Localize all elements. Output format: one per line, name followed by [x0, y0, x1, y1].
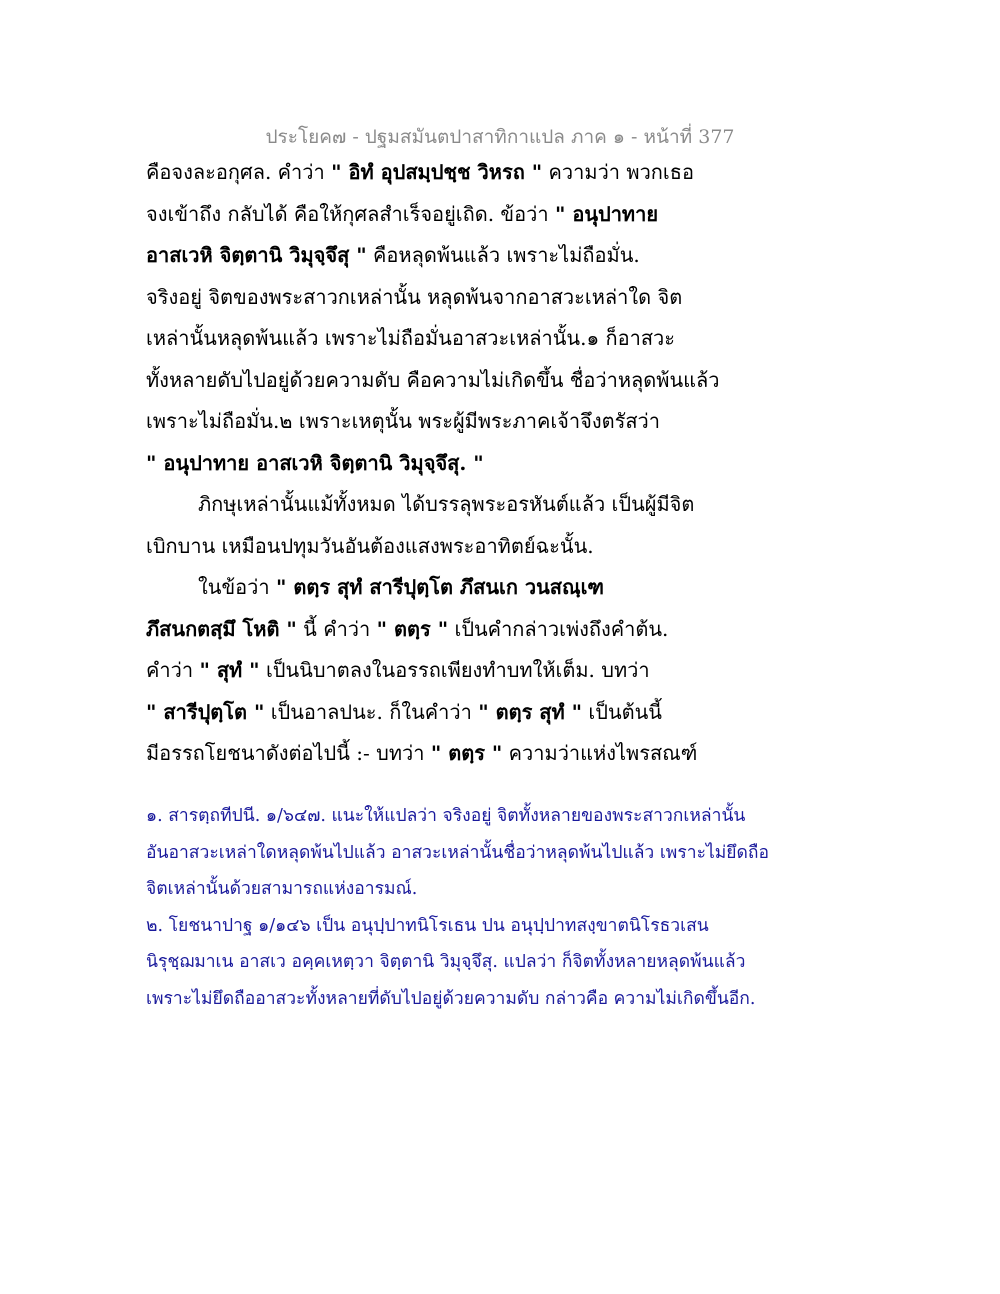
text-run: เป็นคำกล่าวเพ่งถึงคำต้น. — [448, 616, 669, 641]
pali-quote: " สารีปุตฺโต " — [146, 699, 265, 724]
body-line — [146, 733, 766, 775]
text-run: จงเข้าถึง กลับได้ คือให้กุศลสำเร็จอยู่เถิด. ข้อว่า — [146, 201, 555, 226]
footnotes — [146, 798, 786, 1017]
text-run: คือจงละอกุศล. คำว่า — [146, 160, 332, 184]
text-run: เป็นต้นนี้ — [582, 699, 662, 724]
text-run: ความว่า พวกเธอ — [542, 160, 694, 184]
footnote-line: ๒. โยชนาปาฐ ๑/๑๔๖ เป็น อนุปฺปาทนิโรเธน ปน อนุปฺปาทสงฺขาตนิโรธวเสน — [146, 915, 709, 936]
body-line — [146, 235, 766, 277]
body-line — [146, 443, 766, 485]
pali-quote: " ตตฺร " — [376, 616, 449, 641]
text-run: ในข้อว่า — [198, 575, 276, 599]
text-run: คำว่า — [146, 658, 200, 682]
body-line — [146, 526, 766, 568]
pali-quote: " สุทํ " — [199, 658, 260, 682]
footnote-line: เพราะไม่ยึดถืออาสวะทั้งหลายที่ดับไปอยู่ด้วยความดับ กล่าวคือ ความไม่เกิดขึ้นอีก. — [146, 988, 756, 1009]
body-line — [146, 318, 766, 360]
body-line — [146, 692, 766, 734]
pali-quote: " อนุปาทาย อาสเวหิ จิตฺตานิ วิมุจฺจึสุ. " — [146, 450, 484, 475]
text-run: ทั้งหลายดับไปอยู่ด้วยความดับ คือความไม่เกิดขึ้น ชื่อว่าหลุดพ้นแล้ว — [146, 367, 720, 392]
footnote-line: จิตเหล่านั้นด้วยสามารถแห่งอารมณ์. — [146, 879, 418, 899]
pali-quote: ภึสนกตสฺมึ โหติ " — [146, 616, 297, 641]
text-run: เป็นนิบาตลงในอรรถเพียงทำบทให้เต็ม. บทว่า — [259, 658, 650, 682]
pali-quote: " ตตฺร " — [430, 741, 503, 765]
text-run: เป็นอาลปนะ. ก็ในคำว่า — [264, 699, 479, 724]
body-line — [146, 609, 766, 651]
body-line — [146, 194, 766, 236]
body-line — [146, 484, 766, 526]
body-text — [146, 152, 766, 775]
pali-quote: " ตตฺร สุทํ " — [478, 699, 583, 724]
body-line — [146, 401, 766, 443]
body-line — [146, 277, 766, 319]
body-line — [146, 360, 766, 402]
text-run: ภิกษุเหล่านั้นแม้ทั้งหมด ได้บรรลุพระอรหันต์แล้ว เป็นผู้มีจิต — [198, 492, 695, 516]
pali-quote: " ตตฺร สุทํ สารีปุตฺโต ภึสนเก วนสณฺเฑ — [275, 575, 604, 599]
pali-quote: " อิทํ อุปสมฺปชฺช วิหรถ " — [331, 160, 543, 184]
body-line — [146, 650, 766, 692]
text-run: จริงอยู่ จิตของพระสาวกเหล่านั้น หลุดพ้นจากอาสวะเหล่าใด จิต — [146, 284, 683, 309]
footnote-line: อันอาสวะเหล่าใดหลุดพ้นไปแล้ว อาสวะเหล่านั้นชื่อว่าหลุดพ้นไปแล้ว เพราะไม่ยึดถือ — [146, 842, 770, 863]
body-line — [146, 567, 766, 609]
text-run: เบิกบาน เหมือนปทุมวันอันต้องแสงพระอาทิตย์ฉะนั้น. — [146, 533, 594, 558]
pali-quote: " อนุปาทาย — [554, 201, 659, 226]
body-line — [146, 152, 766, 194]
text-run: เหล่านั้นหลุดพ้นแล้ว เพราะไม่ถือมั่นอาสวะเหล่านั้น.๑ ก็อาสวะ — [146, 326, 676, 350]
text-run: นี้ คำว่า — [296, 616, 377, 641]
pali-quote: อาสเวหิ จิตฺตานิ วิมุจฺจึสุ " — [146, 243, 367, 267]
page-header: ประโยค๗ - ปฐมสมันตปาสาทิกาแปล ภาค ๑ - หน้าที่ 377 — [265, 126, 735, 148]
text-run: เพราะไม่ถือมั่น.๒ เพราะเหตุนั้น พระผู้มีพระภาคเจ้าจึงตรัสว่า — [146, 409, 660, 433]
footnote-line: ๑. สารตฺถทีปนี. ๑/๖๔๗. แนะให้แปลว่า จริงอยู่ จิตทั้งหลายของพระสาวกเหล่านั้น — [146, 806, 746, 826]
text-run: คือหลุดพ้นแล้ว เพราะไม่ถือมั่น. — [366, 243, 640, 267]
footnote-line: นิรุชฺฌมาเน อาสเว อคฺคเหตฺวา จิตฺตานิ วิมุจฺจึสุ. แปลว่า ก็จิตทั้งหลายหลุดพ้นแล้ว — [146, 952, 746, 972]
text-run: ความว่าแห่งไพรสณฑ์ — [502, 741, 698, 765]
text-run: มีอรรถโยชนาดังต่อไปนี้ :- บทว่า — [146, 741, 431, 765]
